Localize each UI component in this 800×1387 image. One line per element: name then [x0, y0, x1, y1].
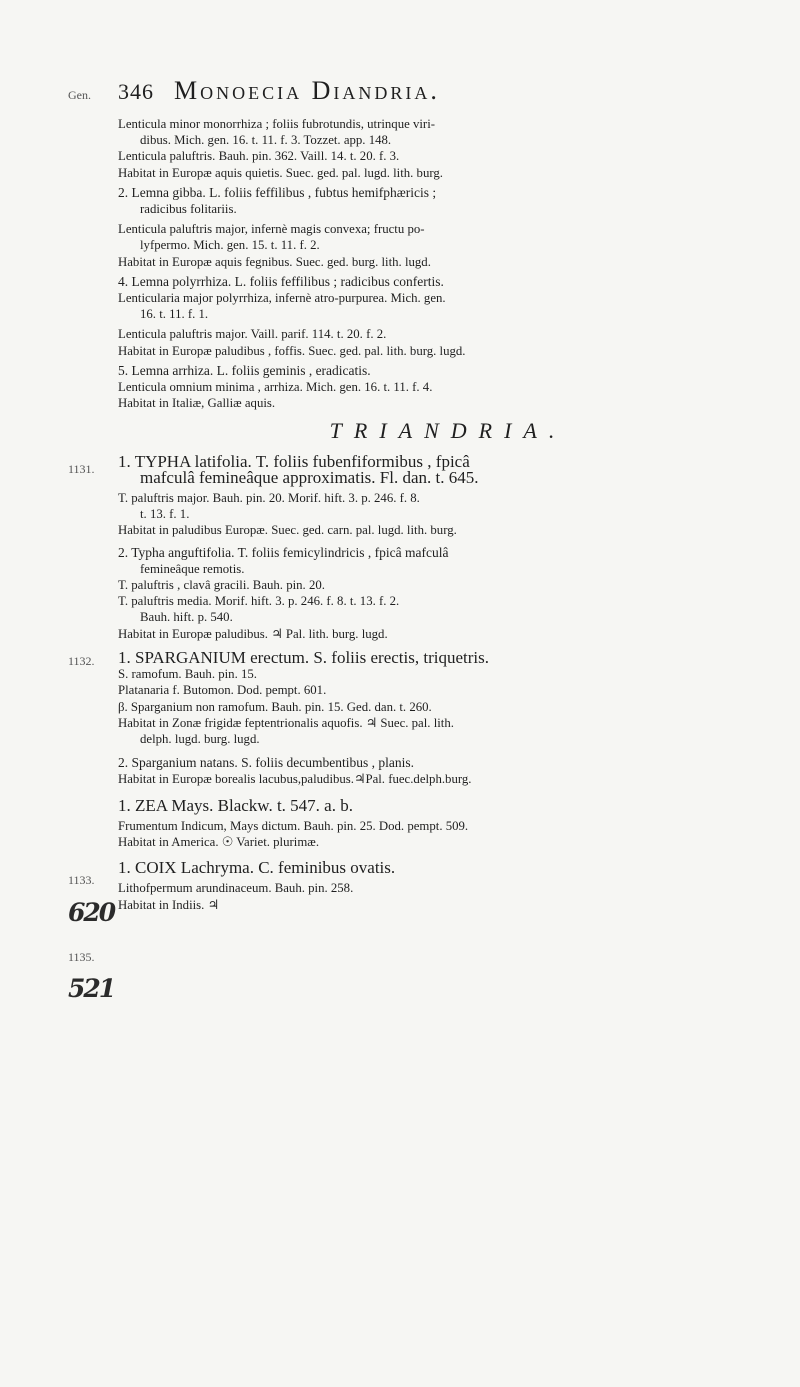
- species-entry: 5. Lemna arrhiza. L. foliis geminis , eradicatis.: [118, 362, 371, 378]
- genus-entry-coix: 1. COIX Lachryma. C. feminibus ovatis.: [118, 858, 396, 878]
- text-line: S. ramofum. Bauh. pin. 15.: [118, 667, 257, 682]
- text-line: lyfpermo. Mich. gen. 15. t. 11. f. 2.: [140, 238, 320, 253]
- section-heading-triandria: TRIANDRIA.: [329, 418, 567, 444]
- text-line: Habitat in Europæ aquis fegnibus. Suec. ged. burg. lith. lugd.: [118, 254, 431, 269]
- handwritten-number-2: 521: [68, 974, 115, 1003]
- species-entry: 2. Typha anguftifolia. T. foliis femicylindricis , fpicâ mafculâ: [118, 544, 449, 560]
- text-line: Lenticula paluftris major. Vaill. parif. 114. t. 20. f. 2.: [118, 327, 387, 342]
- page-number: 346: [118, 79, 154, 104]
- species-entry: 2. Sparganium natans. S. foliis decumbentibus , planis.: [118, 755, 414, 771]
- text-line: delph. lugd. burg. lugd.: [140, 731, 260, 746]
- species-entry: 4. Lemna polyrrhiza. L. foliis feffilibus ; radicibus confertis.: [118, 273, 444, 289]
- genus-entry-sparganium: 1. SPARGANIUM erectum. S. foliis erectis, triquetris.: [118, 647, 489, 667]
- margin-number-1132: 1132.: [68, 654, 95, 668]
- margin-gen: Gen.: [68, 88, 91, 102]
- text-line: Frumentum Indicum, Mays dictum. Bauh. pin. 25. Dod. pempt. 509.: [118, 818, 469, 833]
- text-line: dibus. Mich. gen. 16. t. 11. f. 3. Tozzet. app. 148.: [140, 133, 392, 148]
- margin-number-1133: 1133.: [68, 873, 95, 887]
- text-line: Lenticula paluftris. Bauh. pin. 362. Vaill. 14. t. 20. f. 3.: [118, 149, 400, 164]
- text-line: Lenticula paluftris major, infernè magis convexa; fructu po-: [118, 222, 425, 237]
- text-line: radicibus folitariis.: [140, 202, 237, 217]
- text-line: Lenticula omnium minima , arrhiza. Mich. gen. 16. t. 11. f. 4.: [118, 380, 433, 395]
- text-line: T. paluftris major. Bauh. pin. 20. Morif. hift. 3. p. 246. f. 8.: [118, 491, 420, 506]
- text-line: t. 13. f. 1.: [140, 507, 190, 522]
- text-line: mafculâ femineâque approximatis. Fl. dan. t. 645.: [140, 467, 479, 487]
- text-line: Habitat in Europæ paludibus. ♃ Pal. lith. burg. lugd.: [118, 626, 388, 641]
- genus-entry-typha: 1. TYPHA latifolia. T. foliis fubenfiformibus , fpicâ: [118, 451, 470, 471]
- text-line: Habitat in paludibus Europæ. Suec. ged. carn. pal. lugd. lith. burg.: [118, 523, 457, 538]
- text-line: Habitat in Indiis. ♃: [118, 897, 220, 912]
- text-line: Habitat in Europæ paludibus , foffis. Suec. ged. pal. lith. burg. lugd.: [118, 343, 466, 358]
- text-line: Lenticula minor monorrhiza ; foliis fubrotundis, utrinque viri-: [118, 117, 436, 131]
- text-line: Habitat in Italiæ, Galliæ aquis.: [118, 396, 276, 411]
- text-line: T. paluftris media. Morif. hift. 3. p. 246. f. 8. t. 13. f. 2.: [118, 594, 400, 609]
- text-line: Platanaria f. Butomon. Dod. pempt. 601.: [118, 683, 327, 698]
- text-line: 16. t. 11. f. 1.: [140, 307, 209, 322]
- text-line: Habitat in America. ☉ Variet. plurimæ.: [118, 834, 320, 849]
- margin-number-1131: 1131.: [68, 462, 95, 476]
- genus-entry-zea: 1. ZEA Mays. Blackw. t. 547. a. b.: [118, 795, 353, 815]
- page-title: Monoecia Diandria.: [174, 76, 440, 105]
- text-line: T. paluftris , clavâ gracili. Bauh. pin. 20.: [118, 578, 325, 593]
- text-line: Habitat in Europæ borealis lacubus,paludibus.♃Pal. fuec.delph.burg.: [118, 772, 472, 787]
- text-line: Habitat in Zonæ frigidæ feptentrionalis aquofis. ♃ Suec. pal. lith.: [118, 715, 454, 730]
- text-line: Lithofpermum arundinaceum. Bauh. pin. 258.: [118, 881, 354, 896]
- margin-number-1135: 1135.: [68, 950, 95, 964]
- text-line: Lenticularia major polyrrhiza, infernè atro-purpurea. Mich. gen.: [118, 291, 446, 306]
- page-body: [118, 116, 778, 913]
- text-line: Habitat in Europæ aquis quietis. Suec. ged. pal. lugd. lith. burg.: [118, 165, 443, 180]
- text-line: β. Sparganium non ramofum. Bauh. pin. 15. Ged. dan. t. 260.: [118, 699, 432, 714]
- page-header: [118, 76, 768, 106]
- species-entry: 2. Lemna gibba. L. foliis feffilibus , fubtus hemifphæricis ;: [118, 184, 437, 200]
- handwritten-number-1: 620: [68, 898, 115, 927]
- text-line: Bauh. hift. p. 540.: [140, 610, 233, 625]
- text-line: femineâque remotis.: [140, 561, 245, 576]
